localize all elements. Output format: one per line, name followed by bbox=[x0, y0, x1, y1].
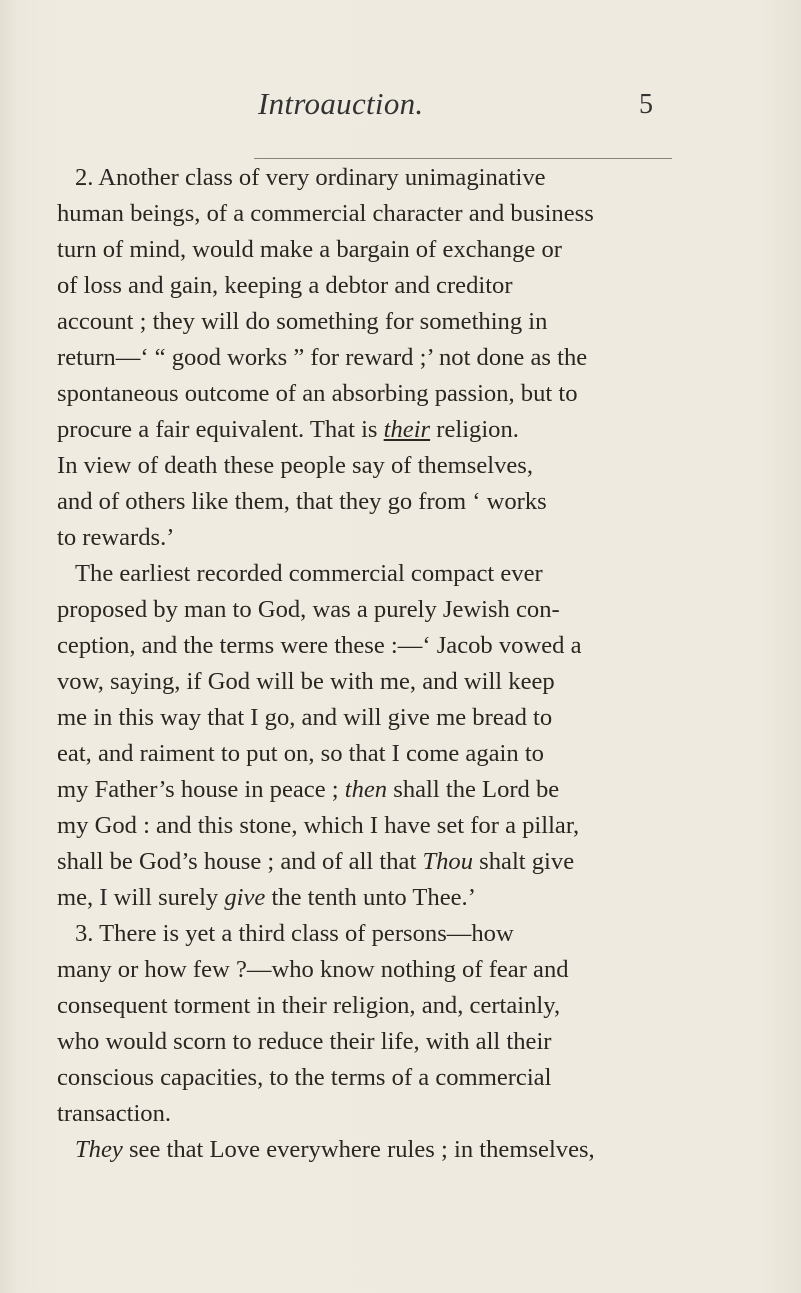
text-line: proposed by man to God, was a purely Jewish con- bbox=[57, 596, 560, 623]
text-line: In view of death these people say of themselves, bbox=[57, 452, 534, 479]
text-line: turn of mind, would make a bargain of exchange or bbox=[57, 236, 562, 263]
emphasis: give bbox=[224, 884, 266, 911]
text-line: eat, and raiment to put on, so that I come again to bbox=[57, 740, 544, 767]
emphasis: their bbox=[383, 416, 431, 443]
text-line: procure a fair equivalent. That is their religion. bbox=[57, 416, 519, 443]
text-line: return—‘ “ good works ” for reward ;’ not done as the bbox=[57, 344, 588, 371]
text-line: many or how few ?—who know nothing of fear and bbox=[57, 956, 569, 983]
emphasis: They bbox=[75, 1136, 123, 1163]
text-line: me in this way that I go, and will give me bread to bbox=[57, 704, 553, 731]
text-line: my God : and this stone, which I have set for a pillar, bbox=[57, 812, 580, 839]
text-line: transaction. bbox=[57, 1100, 172, 1127]
header-rule bbox=[254, 158, 672, 159]
text-line: ception, and the terms were these :—‘ Jacob vowed a bbox=[57, 632, 582, 659]
text-line: vow, saying, if God will be with me, and will keep bbox=[57, 668, 555, 695]
text-line: shall be God’s house ; and of all that Thou shalt give bbox=[57, 848, 575, 875]
text-line: spontaneous outcome of an absorbing passion, but to bbox=[57, 380, 578, 407]
text-line: to rewards.’ bbox=[57, 524, 175, 551]
text-line: 2. Another class of very ordinary unimaginative bbox=[75, 164, 546, 191]
text-line: 3. There is yet a third class of persons—how bbox=[75, 920, 514, 947]
text-line: conscious capacities, to the terms of a commercial bbox=[57, 1064, 552, 1091]
running-title: Introauction. bbox=[258, 86, 424, 121]
text-line: who would scorn to reduce their life, with all their bbox=[57, 1028, 552, 1055]
text-line: human beings, of a commercial character and business bbox=[57, 200, 594, 227]
text-line: consequent torment in their religion, and, certainly, bbox=[57, 992, 561, 1019]
text-line: They see that Love everywhere rules ; in themselves, bbox=[75, 1136, 595, 1163]
running-head bbox=[250, 84, 670, 136]
text-line: and of others like them, that they go from ‘ works bbox=[57, 488, 547, 515]
text-line: me, I will surely give the tenth unto Thee.’ bbox=[57, 884, 476, 911]
text-line: my Father’s house in peace ; then shall the Lord be bbox=[57, 776, 560, 803]
text-line: The earliest recorded commercial compact ever bbox=[75, 560, 543, 587]
page-number: 5 bbox=[639, 89, 653, 120]
emphasis: then bbox=[344, 776, 388, 803]
text-line: account ; they will do something for something in bbox=[57, 308, 548, 335]
text-line: of loss and gain, keeping a debtor and creditor bbox=[57, 272, 513, 299]
emphasis: Thou bbox=[422, 848, 474, 875]
